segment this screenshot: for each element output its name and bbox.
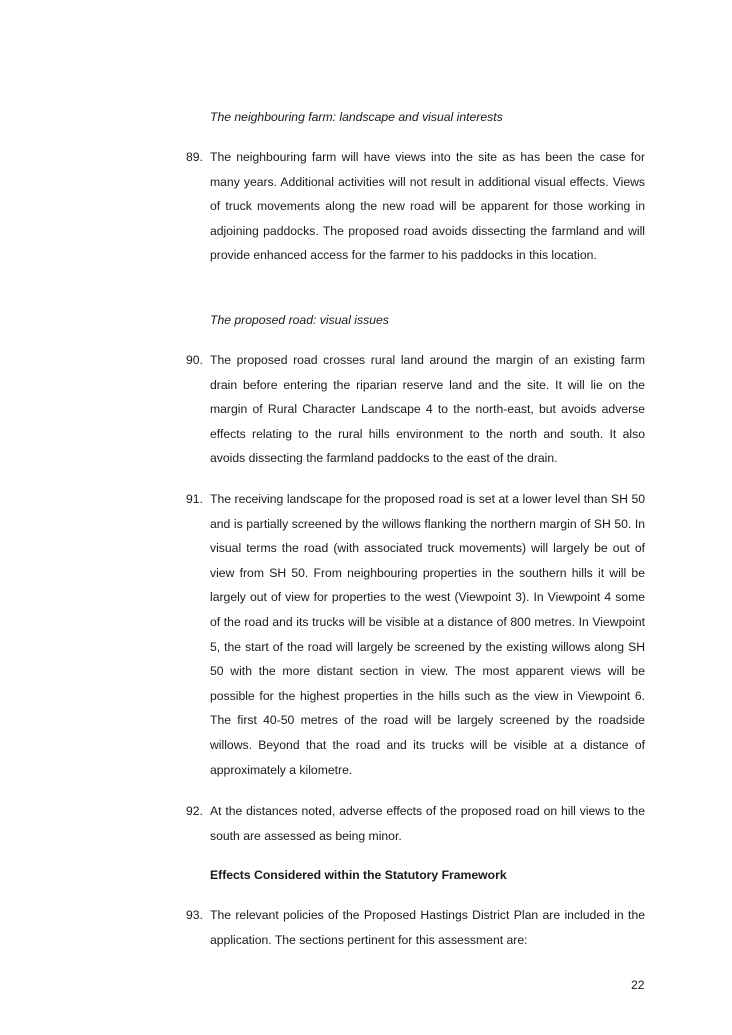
paragraph-text: The relevant policies of the Proposed Hastings District Plan are included in the application. The sections pertinent for this assessment are: (210, 908, 645, 947)
section-heading-proposed-road: The proposed road: visual issues (210, 313, 389, 327)
paragraph-text: The neighbouring farm will have views into the site as has been the case for many years. Additional activities will not result in additional visual effects. Views of truck movements along the new road will be apparent for those working in adjoining paddocks. The proposed road avoids dissecting the farmland and will provide enhanced access for the farmer to his paddocks in this location. (210, 150, 645, 263)
paragraph-90 (186, 348, 645, 471)
paragraph-text: The receiving landscape for the proposed road is set at a lower level than SH 50 and is partially screened by the willows flanking the northern margin of SH 50. In visual terms the road (with associated truck movements) will largely be out of view from SH 50. From neighbouring properties in the southern hills it will be largely out of view for properties to the west (Viewpoint 3). In Viewpoint 4 some of the road and its trucks will be visible at a distance of 800 metres. In Viewpoint 5, the start of the road will largely be screened by the existing willows along SH 50 with the more distant section in view. The most apparent views will be possible for the highest properties in the hills such as the view in Viewpoint 6. The first 40-50 metres of the road will be largely screened by the roadside willows. Beyond that the road and its trucks will be visible at a distance of approximately a kilometre. (210, 492, 645, 777)
paragraph-number: 91. (186, 492, 203, 506)
paragraph-92 (186, 799, 645, 848)
paragraph-91 (186, 487, 645, 782)
paragraph-number: 90. (186, 353, 203, 367)
section-heading-statutory-framework: Effects Considered within the Statutory Framework (210, 868, 507, 882)
paragraph-number: 93. (186, 908, 203, 922)
paragraph-number: 89. (186, 150, 203, 164)
paragraph-93 (186, 903, 645, 952)
paragraph-number: 92. (186, 804, 203, 818)
paragraph-text: At the distances noted, adverse effects of the proposed road on hill views to the south are assessed as being minor. (210, 804, 645, 843)
paragraph-89 (186, 145, 645, 268)
section-heading-neighbouring-farm: The neighbouring farm: landscape and visual interests (210, 110, 503, 124)
page-number: 22 (631, 978, 645, 992)
paragraph-text: The proposed road crosses rural land around the margin of an existing farm drain before entering the riparian reserve land and the site. It will lie on the margin of Rural Character Landscape 4 to the north-east, but avoids adverse effects relating to the rural hills environment to the north and south. It also avoids dissecting the farmland paddocks to the east of the drain. (210, 353, 645, 466)
